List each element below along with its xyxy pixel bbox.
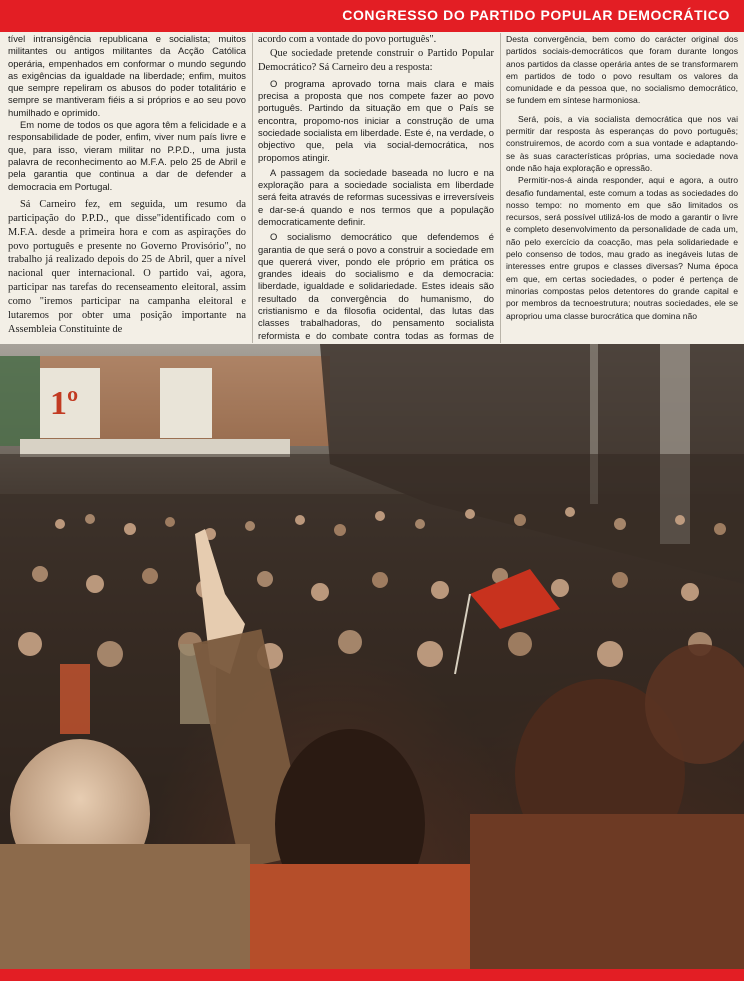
col1-paragraph-1: tível intransigência republicana e socialista; muitos militantes ou antigos militantes da Acção Católica operária, empenhados em conformar o mundo segundo as exigências da igualdade na liberdade; enfim, muitos que sempre repeliram os abusos do poder totalitário e sempre se mantiveram fiéis a si próprios e ao seu povo humilhado e oprimido. <box>8 33 246 118</box>
col3-paragraph-2: Será, pois, a via socialista democrática que nos vai permitir dar resposta às esperanças do povo português; construiremos, de acordo com a sua vontade e adaptando-se às suas características próprias, uma sociedade nova onde não haja exploração e opressão. <box>506 113 738 173</box>
column-divider-1 <box>252 33 253 343</box>
congress-banner-number: 1º <box>50 385 79 422</box>
article-column-3 <box>506 33 738 343</box>
col3-paragraph-3: Permitir-nos-á ainda responder, aqui e agora, a outro desafio fundamental, este comum a todas as sociedades do nosso tempo: no momento em que são limitados os recursos, será possível utilizá-los de modo a garantir o livre e completo desenvolvimento da personalidade de cada um, não pelo exercício da coacção, mas pela solidariedade e pelo consenso de todos, mau grado as inegáveis lutas de interesses entre grupos e classes diversas? Numa época em que, em certas sociedades, o poder é pertença de minorias compostas pelos detentores do grande capital e por membros da tecnoestrutura; noutras sociedades, ele se apropriou uma classe burocrática que domina não <box>506 175 738 321</box>
col2-paragraph-5: O socialismo democrático que defendemos é garantia de que será o povo a construir a sociedade em que quererá viver, pondo ele próprio em prática os grandes ideais do socialismo e da democracia: liberdade, igualdade e solidariedade. Estes ideais são resultado da convergência do humanismo, do cristianismo e da filosofia ocidental, das lutas das classes trabalhadoras, do pensamento socialista reformista e do combate contra todas as formas de <box>258 231 494 341</box>
header-bar <box>0 0 744 32</box>
page-header-title: CONGRESSO DO PARTIDO POPULAR DEMOCRÁTICO <box>342 7 730 23</box>
col2-paragraph-3: O programa aprovado torna mais clara e mais precisa a proposta que nos compete fazer ao povo português. Partindo da situação em que o País se encontra, propomo-nos iniciar a construção de uma sociedade socialista em liberdade. Este é, na verdade, o objectivo que, pela via social-democrática, nos propomos atingir. <box>258 77 494 163</box>
article-columns <box>6 33 740 343</box>
col2-paragraph-4: A passagem da sociedade baseada no lucro e na exploração para a sociedade socialista em liberdade será feita através de reformas sucessivas e irreversíveis e dar-se-á quando e nos termos que a população democraticamente definir. <box>258 166 494 227</box>
footer-bar <box>0 969 744 981</box>
col3-paragraph-1: Desta convergência, bem como do carácter original dos partidos sociais-democráticos que foram durante longos anos partidos da classe operária antes de se transformarem em partidos de todo o povo resultam os valores da comunidade e da pessoa que, no socialismo democrático, se fundem em síntese harmoniosa. <box>506 34 738 106</box>
column-divider-2 <box>500 33 501 343</box>
article-column-2 <box>258 33 494 343</box>
congress-crowd-photo <box>0 344 744 969</box>
crowd-illustration <box>0 344 744 969</box>
col2-paragraph-2: Que sociedade pretende construir o Partido Popular Democrático? Sá Carneiro deu a resposta: <box>258 47 494 73</box>
col2-paragraph-1: acordo com a vontade do povo português". <box>258 34 437 45</box>
article-column-1 <box>8 33 246 343</box>
col1-paragraph-2: Em nome de todos os que agora têm a felicidade e a responsabilidade de poder, enfim, viver num país livre e que, para isso, vieram militar no P.P.D., uma justa palavra de reconhecimento ao M.F.A. pelo 25 de Abril e pela garantia que continua a dar de defender a democracia em Portugal. <box>8 119 246 192</box>
col1-paragraph-3: Sá Carneiro fez, em seguida, um resumo da participação do P.P.D., que disse"identificado com o M.F.A. desde a primeira hora e com as aspirações do povo português e presente no Governo Provisório", no trabalho já realizado depois do 25 de Abril, quer a nível nacional quer internacional. O partido vai, agora, participar nas tarefas do recenseamento eleitoral, assim como "iremos participar na campanha eleitoral e lutaremos por obter uma posição importante na Assembleia Constituinte de <box>8 198 246 336</box>
